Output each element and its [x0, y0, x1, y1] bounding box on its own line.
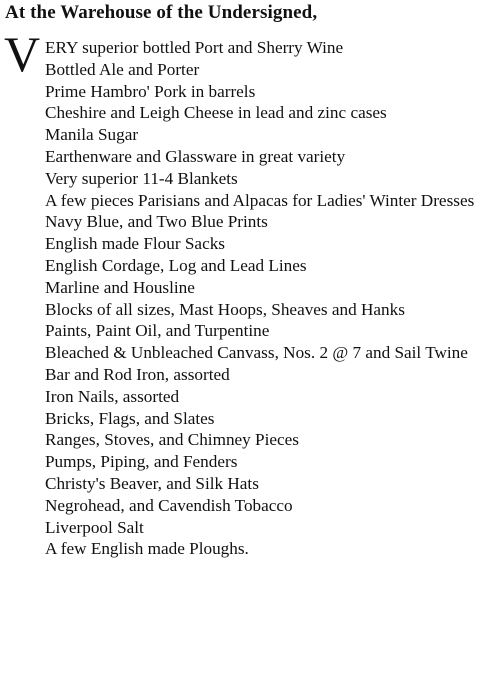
list-item: Liverpool Salt — [45, 517, 144, 537]
list-item: Bottled Ale and Porter — [45, 59, 200, 79]
list-item: Iron Nails, assorted — [45, 386, 180, 406]
list-item: Pumps, Piping, and Fenders — [45, 452, 238, 472]
list-item: Navy Blue, and Two Blue Prints — [45, 212, 268, 232]
list-item: A few pieces Parisians and Alpacas for Ladies' Winter Dresses — [45, 190, 475, 210]
list-item: Paints, Paint Oil, and Turpentine — [45, 321, 270, 341]
list-item: Earthenware and Glassware in great variety — [45, 146, 346, 166]
list-item: Blocks of all sizes, Mast Hoops, Sheaves and Hanks — [45, 299, 405, 319]
list-item: Negrohead, and Cavendish Tobacco — [45, 495, 293, 515]
list-item: Ranges, Stoves, and Chimney Pieces — [45, 430, 299, 450]
list-item: Very superior 11-4 Blankets — [45, 168, 238, 188]
list-item: Cheshire and Leigh Cheese in lead and zinc cases — [45, 103, 387, 123]
advertisement-heading: At the Warehouse of the Undersigned, — [5, 2, 318, 23]
list-item: English made Flour Sacks — [45, 234, 225, 254]
goods-list — [0, 37, 492, 560]
list-item: Marline and Housline — [45, 277, 195, 297]
list-item: A few English made Ploughs. — [45, 539, 249, 559]
list-item: Bleached & Unbleached Canvass, Nos. 2 @ 7 and Sail Twine — [45, 343, 468, 363]
list-item: Bricks, Flags, and Slates — [45, 408, 215, 428]
list-item — [0, 37, 492, 59]
list-item: Manila Sugar — [45, 125, 139, 145]
first-line-text: ERY superior bottled Port and Sherry Wine — [45, 38, 344, 57]
list-item: Bar and Rod Iron, assorted — [45, 364, 230, 384]
drop-cap-letter: V — [4, 26, 41, 82]
list-item: English Cordage, Log and Lead Lines — [45, 255, 307, 275]
list-item: Christy's Beaver, and Silk Hats — [45, 473, 259, 493]
list-item: Prime Hambro' Pork in barrels — [45, 81, 256, 101]
